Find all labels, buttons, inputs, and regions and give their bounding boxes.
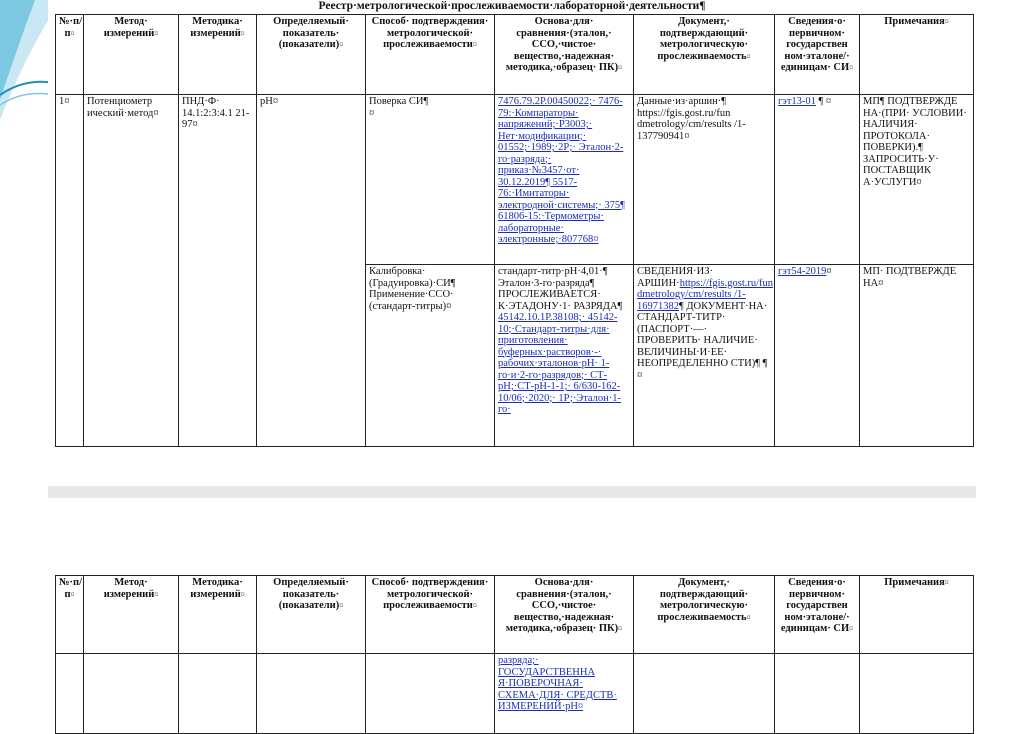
- document-cell: Данные·из·аршин·¶ https://fgis.gost.ru/fun dmetrology/cm/results /1-137790941¤: [634, 95, 775, 265]
- table-header-row: [56, 15, 974, 95]
- document-page-2: [48, 498, 976, 723]
- header-cell: Документ,· подтверждающий· метрологическую· прослеживаемость¤: [634, 576, 775, 654]
- document-cell: СВЕДЕНИЯ·ИЗ· АРШИН·https://fgis.gost.ru/fun dmetrology/cm/results /1-16971382¶ ДОКУМЕНТ·НА· СТАНДАРТ-ТИТР· (ПАСПОРТ·—· ПРОВЕРИТЬ· НАЛИЧИЕ· ВЕЛИЧИНЫ·И·ЕЕ· НЕОПРЕДЕЛЕННО СТИ)¶ ¶ ¤: [634, 265, 775, 447]
- comparison-basis-link[interactable]: разряда;· ГОСУДАРСТВЕННА Я·ПОВЕРОЧНАЯ· СХЕМА·ДЛЯ· СРЕДСТВ· ИЗМЕРЕНИЙ·рН¤: [495, 654, 634, 734]
- row-number-cell: 1¤: [56, 95, 84, 447]
- header-cell: Способ· подтверждения· метрологической· прослеживаемости¤: [366, 15, 495, 95]
- header-cell: Определяемый· показатель· (показатели)¤: [257, 576, 366, 654]
- comparison-basis-cell: стандарт-титр·рН·4,01·¶ Эталон·3-го·разряда¶ ПРОСЛЕЖИВАЕТСЯ· К·ЭТАДОНУ·1· РАЗРЯДА¶ 45142.10.1Р.38108;· 45142-10;·Стандарт-титры·для· приготовления· буферных·растворов·-· рабочих·эталонов·рН· 1-го·и·2-го·разрядов;· СТ-рН;·СТ-рН-1-1;· 6/630-162-10/06;·2020;· 1Р;·Эталон·1-го·: [495, 265, 634, 447]
- header-cell: Основа·для· сравнения·(эталон,· ССО,·чистое· вещество,·надежная· методика,·образец· ПК)¤: [495, 576, 634, 654]
- notes-cell: МП¶ ПОДТВЕРЖДЕ НА·(ПРИ· УСЛОВИИ· НАЛИЧИЯ· ПРОТОКОЛА· ПОВЕРКИ).¶ ЗАПРОСИТЬ·У· ПОСТАВЩИК А·УСЛУГИ¤: [860, 95, 974, 265]
- notes-cell: МП· ПОДТВЕРЖДЕ НА¤: [860, 265, 974, 447]
- table-row: [56, 95, 974, 265]
- confirmation-way-cell: Поверка СИ¶ ¤: [366, 95, 495, 265]
- registry-table-continued: [55, 575, 974, 734]
- document-title: Реестр·метрологической·прослеживаемости·лабораторной·деятельности¶: [318, 0, 706, 12]
- comparison-basis-link[interactable]: 45142.10.1Р.38108;· 45142-10;·Стандарт-титры·для· приготовления· буферных·растворов·-· рабочих·эталонов·рН· 1-го·и·2-го·разрядов;· СТ-рН;·СТ-рН-1-1;· 6/630-162-10/06;·2020;· 1Р;·Эталон·1-го·: [498, 312, 622, 415]
- table-row: [56, 654, 974, 734]
- header-cell: Определяемый· показатель· (показатели)¤: [257, 15, 366, 95]
- registry-table: [55, 14, 974, 447]
- arshin-link[interactable]: https://fgis.gost.ru/fun dmetrology/cm/results /1-16971382: [637, 277, 774, 312]
- standard-link[interactable]: гэт13-01: [778, 96, 816, 107]
- methodology-cell: ПНД·Ф· 14.1:2:3:4.1 21-97¤: [179, 95, 257, 447]
- header-cell: Методика· измерений¤: [179, 15, 257, 95]
- standard-link[interactable]: гэт54-2019: [778, 266, 827, 277]
- header-cell: Методика· измерений¤: [179, 576, 257, 654]
- primary-standard-cell: гэт13-01 ¶ ¤: [775, 95, 860, 265]
- header-cell: Способ· подтверждения· метрологической· прослеживаемости¤: [366, 576, 495, 654]
- document-page-1: [48, 0, 976, 486]
- header-cell: Основа·для· сравнения·(эталон,· ССО,·чистое· вещество,·надежная· методика,·образец· ПК)¤: [495, 15, 634, 95]
- header-cell: №·п/п¤: [56, 576, 84, 654]
- header-cell: Примечания¤: [860, 15, 974, 95]
- comparison-basis-link[interactable]: 7476.79.2Р.00450022;· 7476-79:·Компараторы· напряжений;·Р3003;· Нет·модификации;· 01552;·1989;·2Р;· Эталон·2-го·разряда;· приказ·№3457·от· 30.12.2019¶ 5517-76:·Имитаторы· электродной·системы;· 375¶ 61806-15:·Термометры· лабораторные· электронные;·807768¤: [495, 95, 634, 265]
- header-cell: Метод· измерений¤: [84, 15, 179, 95]
- table-header-row: [56, 576, 974, 654]
- primary-standard-cell: гэт54-2019¤: [775, 265, 860, 447]
- header-cell: Документ,· подтверждающий· метрологическую· прослеживаемость¤: [634, 15, 775, 95]
- header-cell: №·п/п¤: [56, 15, 84, 95]
- method-cell: Потенциометр ический·метод¤: [84, 95, 179, 447]
- confirmation-way-cell: Калибровка· (Градуировка)·СИ¶ Применение·ССО· (стандарт-титры)¤: [366, 265, 495, 447]
- header-cell: Примечания¤: [860, 576, 974, 654]
- header-cell: Сведения·о· первичном· государствен ном·эталоне/· единицам· СИ¤: [775, 15, 860, 95]
- page-separator: [48, 486, 976, 498]
- header-cell: Сведения·о· первичном· государствен ном·эталоне/· единицам· СИ¤: [775, 576, 860, 654]
- parameter-cell: рН¤: [257, 95, 366, 447]
- header-cell: Метод· измерений¤: [84, 576, 179, 654]
